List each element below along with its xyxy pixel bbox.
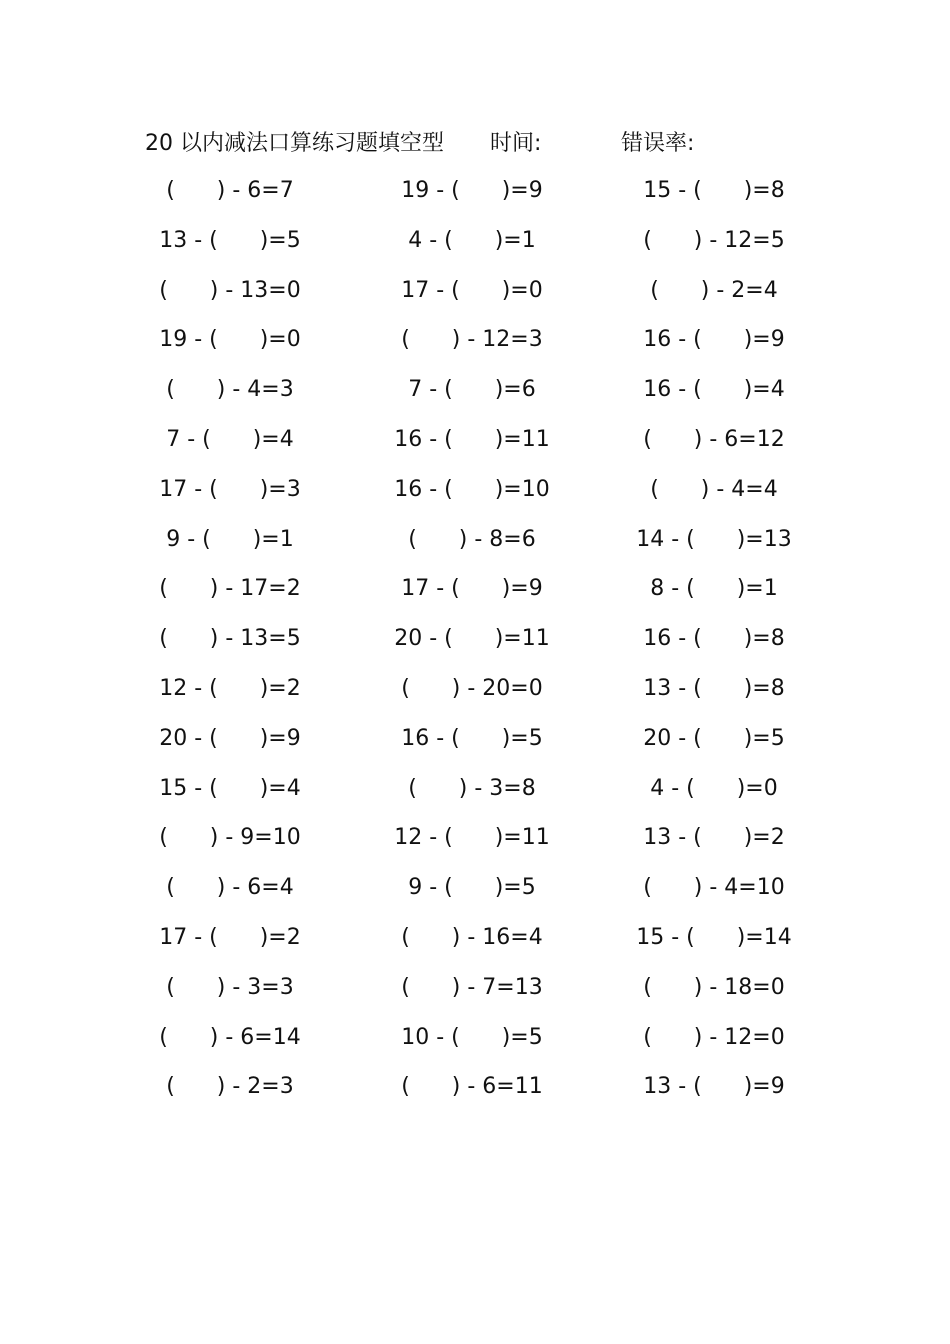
problem-item: 4 - ( )=0	[650, 775, 778, 801]
problem-item: ( ) - 12=5	[643, 227, 785, 253]
problem-item: ( ) - 18=0	[643, 974, 785, 1000]
problem-item: 17 - ( )=0	[401, 277, 543, 303]
problem-item: 10 - ( )=5	[401, 1024, 543, 1050]
problem-item: 13 - ( )=5	[159, 227, 301, 253]
problem-item: 17 - ( )=2	[159, 924, 301, 950]
problem-item: ( ) - 4=3	[166, 377, 294, 403]
problem-row	[0, 768, 950, 818]
problem-row	[0, 618, 950, 668]
problem-item: ( ) - 7=13	[401, 974, 543, 1000]
worksheet-title: 20 以内减法口算练习题填空型	[145, 131, 444, 156]
problem-item: ( ) - 2=4	[650, 277, 778, 303]
problem-item: ( ) - 4=4	[650, 476, 778, 502]
problem-item: ( ) - 2=3	[166, 1074, 294, 1100]
problem-row	[0, 319, 950, 369]
problem-item: ( ) - 6=11	[401, 1074, 543, 1100]
problem-item: 16 - ( )=10	[394, 476, 550, 502]
problem-row	[0, 469, 950, 519]
problem-item: 20 - ( )=5	[643, 725, 785, 751]
problem-item: 4 - ( )=1	[408, 227, 536, 253]
problem-item: 12 - ( )=11	[394, 825, 550, 851]
problem-item: 16 - ( )=11	[394, 426, 550, 452]
problem-item: 12 - ( )=2	[159, 675, 301, 701]
problem-item: ( ) - 8=6	[408, 526, 536, 552]
problem-item: ( ) - 6=4	[166, 875, 294, 901]
problem-item: 16 - ( )=8	[643, 626, 785, 652]
time-label: 时间:	[490, 131, 542, 156]
problem-row	[0, 718, 950, 768]
problem-item: ( ) - 16=4	[401, 924, 543, 950]
error-rate-label: 错误率:	[621, 131, 695, 156]
problem-item: 16 - ( )=9	[643, 327, 785, 353]
problem-row	[0, 519, 950, 569]
problem-row	[0, 867, 950, 917]
problem-item: 20 - ( )=11	[394, 626, 550, 652]
problem-item: 16 - ( )=4	[643, 377, 785, 403]
problem-item: 9 - ( )=5	[408, 875, 536, 901]
problem-item: 7 - ( )=6	[408, 377, 536, 403]
problem-item: 19 - ( )=9	[401, 178, 543, 203]
problem-item: ( ) - 6=7	[166, 178, 294, 203]
problem-item: 15 - ( )=14	[636, 924, 792, 950]
problem-item: 17 - ( )=3	[159, 476, 301, 502]
problem-item: 17 - ( )=9	[401, 576, 543, 602]
problem-item: 13 - ( )=2	[643, 825, 785, 851]
worksheet-header	[0, 124, 950, 164]
problem-item: ( ) - 6=12	[643, 426, 785, 452]
problem-row	[0, 967, 950, 1017]
problem-item: ( ) - 20=0	[401, 675, 543, 701]
problem-item: 13 - ( )=8	[643, 675, 785, 701]
problem-item: 7 - ( )=4	[166, 426, 294, 452]
problem-item: ( ) - 13=5	[159, 626, 301, 652]
problem-item: ( ) - 13=0	[159, 277, 301, 303]
problem-item: 19 - ( )=0	[159, 327, 301, 353]
problem-item: ( ) - 17=2	[159, 576, 301, 602]
problem-item: ( ) - 4=10	[643, 875, 785, 901]
problem-row	[0, 419, 950, 469]
problem-item: 8 - ( )=1	[650, 576, 778, 602]
problem-row	[0, 817, 950, 867]
problem-item: ( ) - 9=10	[159, 825, 301, 851]
problem-item: ( ) - 3=8	[408, 775, 536, 801]
problem-item: 20 - ( )=9	[159, 725, 301, 751]
problem-row	[0, 668, 950, 718]
problem-row	[0, 170, 950, 220]
problem-row	[0, 917, 950, 967]
problem-item: 15 - ( )=4	[159, 775, 301, 801]
problem-item: ( ) - 12=3	[401, 327, 543, 353]
problem-item: ( ) - 3=3	[166, 974, 294, 1000]
problem-row	[0, 270, 950, 320]
problem-row	[0, 369, 950, 419]
problem-row	[0, 1066, 950, 1116]
problem-row	[0, 1017, 950, 1067]
problem-item: 13 - ( )=9	[643, 1074, 785, 1100]
problem-row	[0, 220, 950, 270]
problem-item: ( ) - 12=0	[643, 1024, 785, 1050]
problem-item: 15 - ( )=8	[643, 178, 785, 203]
problem-item: ( ) - 6=14	[159, 1024, 301, 1050]
problem-grid	[0, 170, 950, 1116]
problem-item: 14 - ( )=13	[636, 526, 792, 552]
problem-row	[0, 568, 950, 618]
problem-item: 9 - ( )=1	[166, 526, 294, 552]
problem-item: 16 - ( )=5	[401, 725, 543, 751]
